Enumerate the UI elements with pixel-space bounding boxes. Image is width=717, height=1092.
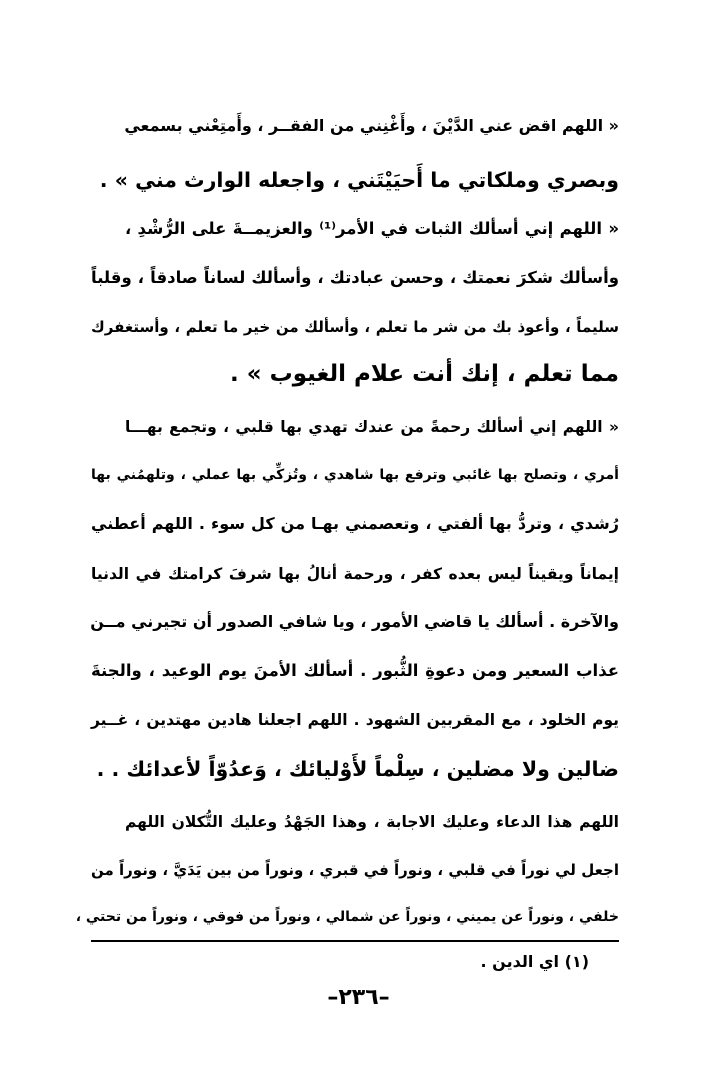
paragraph-1-line-2: وبصري وملكاتي ما أَحيَيْتَني ، واجعله الوارث مني » . [99, 168, 619, 192]
paragraph-2-line-2: وأسألك شكرَ نعمتك ، وحسن عبادتك ، وأسألك لساناً صادقاً ، وقلباً [91, 268, 619, 287]
paragraph-4-line-1: اللهم هذا الدعاء وعليك الاجابة ، وهذا الجَهْدُ وعليك التُّكلان اللهم [125, 813, 619, 831]
paragraph-3-line-7: يوم الخلود ، مع المقربين الشهود . اللهم اجعلنا هادين مهتدين ، غــير [91, 711, 619, 729]
paragraph-3-line-5: والآخرة . أسألك يا قاضي الأمور ، ويا شافي الصدور أن تجيرني مــن [90, 612, 619, 631]
paragraph-3-line-6: عذاب السعير ومن دعوةِ الثُّبور . أسألك الأمنَ يوم الوعيد ، والجنةَ [91, 661, 619, 680]
paragraph-1-line-1: « اللهم اقض عني الدَّيْنَ ، وأَغْنِني من الفقــر ، وأَمتِعْني بسمعي [124, 116, 619, 135]
paragraph-3-line-4: إيماناً ويقيناً ليس بعده كفر ، ورحمة أنالُ بها شرفَ كرامتك في الدنيا [91, 565, 619, 583]
paragraph-4-line-2: اجعل لي نوراً في قلبي ، ونوراً في قبري ، ونوراً من بين يَدَيَّ ، ونوراً من [91, 861, 619, 879]
paragraph-3-line-1: « اللهم إني أسألك رحمةً من عندك تهدي بها قلبي ، وتجمع بهـــا [125, 418, 619, 436]
paragraph-3-line-8: ضالين ولا مضلين ، سِلْماً لأَوْليائك ، وَعدُوّاً لأعدائك . . [96, 757, 619, 781]
paragraph-4-line-3: خلفي ، ونوراً عن يميني ، ونوراً عن شمالي ، ونوراً من فوقي ، ونوراً من تحتي ، [75, 909, 619, 925]
page-number: –٢٣٦– [327, 985, 390, 1010]
footnote: (١) اي الدين . [480, 952, 589, 971]
paragraph-3-line-3: رُشدي ، وتردُّ بها ألفتي ، وتعصمني بهـا من كل سوء . اللهم أعطني [91, 514, 619, 533]
paragraph-2-line-3: سليماً ، وأعوذ بك من شر ما تعلم ، وأسألك من خير ما تعلم ، وأستغفرك [91, 318, 619, 336]
paragraph-3-line-2: أمري ، وتصلح بها غائبي وترفع بها شاهدي ، وتُزكِّي بها عملي ، وتلهمُني بها [91, 467, 619, 483]
footnote-separator [91, 940, 619, 942]
paragraph-2-line-4: مما تعلم ، إنك أنت علام الغيوب » . [230, 361, 619, 387]
paragraph-2-line-1: « اللهم إني أسألك الثبات في الأمر⁽¹⁾ والعزيمــةَ على الرُّشْدِ ، [125, 219, 619, 238]
